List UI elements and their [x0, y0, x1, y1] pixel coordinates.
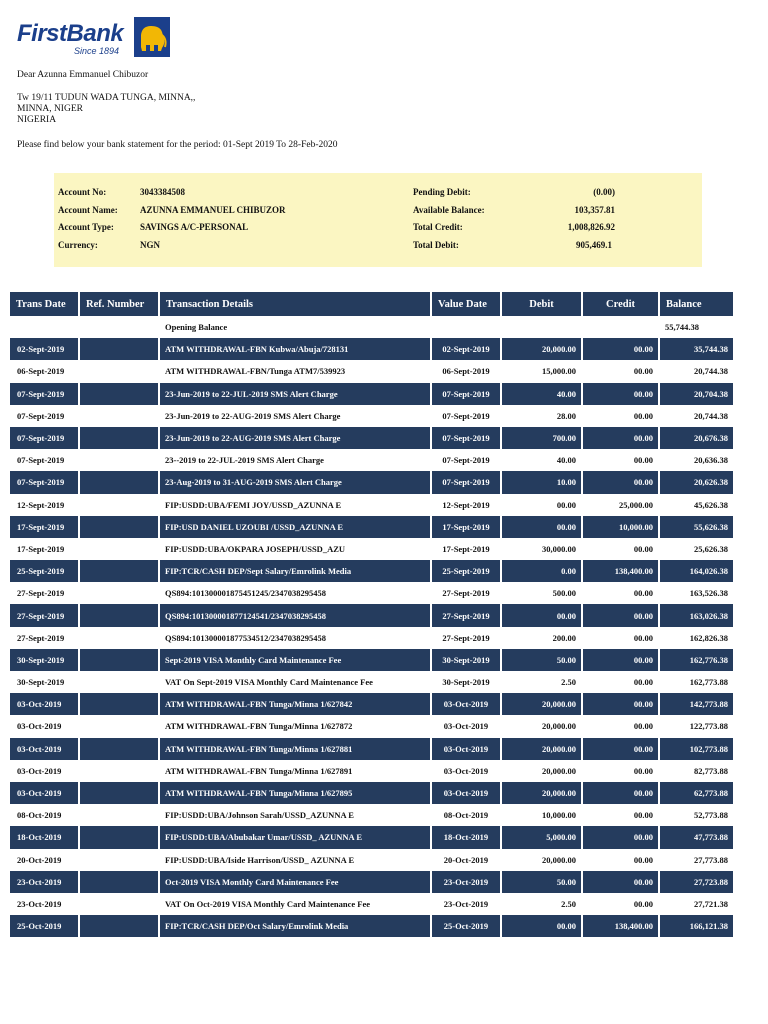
- cell-debit: 50.00: [501, 871, 582, 893]
- cell-value-date: 17-Sept-2019: [431, 516, 501, 538]
- cell-details: VAT On Sept-2019 VISA Monthly Card Maintenance Fee: [159, 671, 431, 693]
- col-ref-number: Ref. Number: [79, 292, 159, 316]
- cell-debit: 00.00: [501, 516, 582, 538]
- cell-date: 30-Sept-2019: [10, 671, 79, 693]
- cell-debit: 20,000.00: [501, 715, 582, 737]
- cell-ref: [79, 715, 159, 737]
- cell-ref: [79, 627, 159, 649]
- currency: NGN: [140, 240, 160, 250]
- cell-balance: 102,773.88: [659, 738, 733, 760]
- cell-value-date: 27-Sept-2019: [431, 627, 501, 649]
- table-row: [10, 671, 733, 693]
- table-row: [10, 560, 733, 582]
- account-type: SAVINGS A/C-PERSONAL: [140, 222, 249, 232]
- cell-ref: [79, 383, 159, 405]
- cell-ref: [79, 826, 159, 848]
- cell-value-date: 07-Sept-2019: [431, 471, 501, 493]
- cell-credit: 00.00: [582, 782, 659, 804]
- transactions-table: [10, 292, 733, 937]
- cell-balance: 142,773.88: [659, 693, 733, 715]
- table-row: [10, 849, 733, 871]
- table-row: [10, 871, 733, 893]
- cell-balance: 55,744.38: [659, 316, 733, 338]
- cell-details: ATM WITHDRAWAL-FBN Tunga/Minna 1/627891: [159, 760, 431, 782]
- elephant-logo-icon: [134, 17, 170, 57]
- cell-debit: 2.50: [501, 671, 582, 693]
- pending-debit: (0.00): [593, 187, 615, 197]
- cell-date: 03-Oct-2019: [10, 738, 79, 760]
- cell-debit: 20,000.00: [501, 338, 582, 360]
- table-row: [10, 383, 733, 405]
- cell-credit: 00.00: [582, 760, 659, 782]
- table-row: [10, 405, 733, 427]
- total-credit-label: Total Credit:: [413, 222, 463, 232]
- cell-debit: 20,000.00: [501, 693, 582, 715]
- cell-details: FIP:USDD:UBA/OKPARA JOSEPH/USSD_AZU: [159, 538, 431, 560]
- cell-date: 03-Oct-2019: [10, 715, 79, 737]
- cell-ref: [79, 849, 159, 871]
- cell-details: 23-Jun-2019 to 22-AUG-2019 SMS Alert Charge: [159, 427, 431, 449]
- cell-balance: 47,773.88: [659, 826, 733, 848]
- cell-date: 30-Sept-2019: [10, 649, 79, 671]
- table-row: [10, 538, 733, 560]
- cell-value-date: 20-Oct-2019: [431, 849, 501, 871]
- opening-balance-row: [10, 316, 733, 338]
- cell-value-date: 30-Sept-2019: [431, 671, 501, 693]
- cell-details: FIP:USDD:UBA/FEMI JOY/USSD_AZUNNA E: [159, 494, 431, 516]
- table-row: [10, 915, 733, 937]
- cell-value-date: 03-Oct-2019: [431, 715, 501, 737]
- cell-debit: 500.00: [501, 582, 582, 604]
- cell-balance: 25,626.38: [659, 538, 733, 560]
- cell-debit: 40.00: [501, 449, 582, 471]
- table-row: [10, 494, 733, 516]
- cell-value-date: 07-Sept-2019: [431, 449, 501, 471]
- cell-ref: [79, 494, 159, 516]
- cell-balance: 55,626.38: [659, 516, 733, 538]
- cell-ref: [79, 671, 159, 693]
- cell-details: QS894:101300001877124541/2347038295458: [159, 604, 431, 626]
- col-credit: Credit: [582, 292, 659, 316]
- cell-value-date: 17-Sept-2019: [431, 538, 501, 560]
- cell-details: 23-Jun-2019 to 22-JUL-2019 SMS Alert Charge: [159, 383, 431, 405]
- cell-value-date: 12-Sept-2019: [431, 494, 501, 516]
- cell-ref: [79, 338, 159, 360]
- cell-value-date: 27-Sept-2019: [431, 582, 501, 604]
- statement-intro: Please find below your bank statement for the period: 01-Sept 2019 To 28-Feb-2020: [17, 140, 338, 150]
- cell-value-date: 07-Sept-2019: [431, 405, 501, 427]
- cell-credit: 00.00: [582, 471, 659, 493]
- cell-details: ATM WITHDRAWAL-FBN/Tunga ATM7/539923: [159, 360, 431, 382]
- cell-details: QS894:101300001877534512/2347038295458: [159, 627, 431, 649]
- available-balance-label: Available Balance:: [413, 205, 485, 215]
- cell-value-date: 03-Oct-2019: [431, 693, 501, 715]
- cell-details: ATM WITHDRAWAL-FBN Tunga/Minna 1/627895: [159, 782, 431, 804]
- cell-value-date: 03-Oct-2019: [431, 782, 501, 804]
- pending-debit-label: Pending Debit:: [413, 187, 471, 197]
- cell-value-date: 23-Oct-2019: [431, 893, 501, 915]
- cell-debit: 00.00: [501, 604, 582, 626]
- account-name: AZUNNA EMMANUEL CHIBUZOR: [140, 205, 286, 215]
- cell-date: 20-Oct-2019: [10, 849, 79, 871]
- cell-date: 03-Oct-2019: [10, 760, 79, 782]
- total-credit: 1,008,826.92: [567, 222, 615, 232]
- cell-details: 23-Jun-2019 to 22-AUG-2019 SMS Alert Charge: [159, 405, 431, 427]
- bank-since: Since 1894: [74, 46, 120, 56]
- cell-date: 25-Oct-2019: [10, 915, 79, 937]
- total-debit-label: Total Debit:: [413, 240, 459, 250]
- cell-date: 23-Oct-2019: [10, 893, 79, 915]
- address-line: NIGERIA: [17, 115, 57, 125]
- table-row: [10, 338, 733, 360]
- cell-balance: 20,676.38: [659, 427, 733, 449]
- cell-credit: 00.00: [582, 449, 659, 471]
- table-row: [10, 449, 733, 471]
- cell-credit: 00.00: [582, 649, 659, 671]
- cell-ref: [79, 871, 159, 893]
- table-row: [10, 893, 733, 915]
- cell-date: 27-Sept-2019: [10, 604, 79, 626]
- cell-balance: 162,773.88: [659, 671, 733, 693]
- cell-ref: [79, 560, 159, 582]
- cell-date: [10, 316, 79, 338]
- cell-credit: 25,000.00: [582, 494, 659, 516]
- cell-debit: 30,000.00: [501, 538, 582, 560]
- cell-ref: [79, 516, 159, 538]
- cell-ref: [79, 760, 159, 782]
- cell-balance: 20,704.38: [659, 383, 733, 405]
- table-row: [10, 516, 733, 538]
- total-debit: 905,469.1: [576, 240, 612, 250]
- cell-balance: 20,744.38: [659, 405, 733, 427]
- col-value-date: Value Date: [431, 292, 501, 316]
- table-row: [10, 649, 733, 671]
- cell-value-date: 03-Oct-2019: [431, 760, 501, 782]
- cell-balance: 45,626.38: [659, 494, 733, 516]
- cell-details: FIP:USDD:UBA/Abubakar Umar/USSD_ AZUNNA E: [159, 826, 431, 848]
- cell-date: 12-Sept-2019: [10, 494, 79, 516]
- cell-debit: 00.00: [501, 494, 582, 516]
- currency-label: Currency:: [58, 240, 98, 250]
- account-type-label: Account Type:: [58, 222, 114, 232]
- col-debit: Debit: [501, 292, 582, 316]
- cell-debit: 0.00: [501, 560, 582, 582]
- cell-balance: 20,636.38: [659, 449, 733, 471]
- cell-details: FIP:USDD:UBA/Iside Harrison/USSD_ AZUNNA E: [159, 849, 431, 871]
- cell-value-date: 23-Oct-2019: [431, 871, 501, 893]
- table-row: [10, 804, 733, 826]
- cell-balance: 166,121.38: [659, 915, 733, 937]
- cell-value-date: 25-Sept-2019: [431, 560, 501, 582]
- cell-details: 23-Aug-2019 to 31-AUG-2019 SMS Alert Charge: [159, 471, 431, 493]
- cell-credit: 00.00: [582, 338, 659, 360]
- cell-details: Sept-2019 VISA Monthly Card Maintenance Fee: [159, 649, 431, 671]
- cell-date: 07-Sept-2019: [10, 405, 79, 427]
- cell-balance: 162,826.38: [659, 627, 733, 649]
- cell-balance: 20,744.38: [659, 360, 733, 382]
- address: [17, 93, 195, 126]
- cell-details: QS894:101300001875451245/2347038295458: [159, 582, 431, 604]
- cell-credit: 00.00: [582, 804, 659, 826]
- cell-ref: [79, 538, 159, 560]
- cell-credit: 00.00: [582, 582, 659, 604]
- table-row: [10, 760, 733, 782]
- cell-credit: 00.00: [582, 360, 659, 382]
- cell-debit: 20,000.00: [501, 849, 582, 871]
- col-balance: Balance: [659, 292, 733, 316]
- cell-date: 25-Sept-2019: [10, 560, 79, 582]
- cell-balance: 162,776.38: [659, 649, 733, 671]
- cell-credit: 138,400.00: [582, 915, 659, 937]
- cell-date: 07-Sept-2019: [10, 427, 79, 449]
- cell-ref: [79, 471, 159, 493]
- cell-ref: [79, 582, 159, 604]
- account-summary: [54, 173, 702, 267]
- cell-balance: 163,526.38: [659, 582, 733, 604]
- cell-balance: 35,744.38: [659, 338, 733, 360]
- address-line: Tw 19/11 TUDUN WADA TUNGA, MINNA,,: [17, 93, 196, 103]
- cell-value-date: 06-Sept-2019: [431, 360, 501, 382]
- cell-date: 07-Sept-2019: [10, 383, 79, 405]
- cell-date: 03-Oct-2019: [10, 693, 79, 715]
- cell-debit: 20,000.00: [501, 760, 582, 782]
- table-row: [10, 471, 733, 493]
- cell-debit: 700.00: [501, 427, 582, 449]
- cell-date: 23-Oct-2019: [10, 871, 79, 893]
- cell-details: ATM WITHDRAWAL-FBN Kubwa/Abuja/728131: [159, 338, 431, 360]
- cell-value-date: 30-Sept-2019: [431, 649, 501, 671]
- cell-details: FIP:TCR/CASH DEP/Sept Salary/Emrolink Media: [159, 560, 431, 582]
- cell-credit: 00.00: [582, 849, 659, 871]
- cell-details: FIP:USDD:UBA/Johnson Sarah/USSD_AZUNNA E: [159, 804, 431, 826]
- cell-credit: 00.00: [582, 871, 659, 893]
- cell-date: 17-Sept-2019: [10, 516, 79, 538]
- table-row: [10, 604, 733, 626]
- cell-debit: 50.00: [501, 649, 582, 671]
- cell-date: 27-Sept-2019: [10, 582, 79, 604]
- cell-balance: 20,626.38: [659, 471, 733, 493]
- firstbank-logo: [17, 16, 167, 60]
- cell-credit: 00.00: [582, 826, 659, 848]
- cell-debit: 20,000.00: [501, 782, 582, 804]
- col-transaction-details: Transaction Details: [159, 292, 431, 316]
- cell-balance: 82,773.88: [659, 760, 733, 782]
- cell-date: 03-Oct-2019: [10, 782, 79, 804]
- cell-ref: [79, 604, 159, 626]
- cell-value-date: 25-Oct-2019: [431, 915, 501, 937]
- cell-date: 17-Sept-2019: [10, 538, 79, 560]
- cell-balance: 52,773.88: [659, 804, 733, 826]
- cell-date: 18-Oct-2019: [10, 826, 79, 848]
- cell-balance: 62,773.88: [659, 782, 733, 804]
- cell-ref: [79, 427, 159, 449]
- table-row: [10, 715, 733, 737]
- cell-debit: 10,000.00: [501, 804, 582, 826]
- cell-value-date: 03-Oct-2019: [431, 738, 501, 760]
- cell-ref: [79, 449, 159, 471]
- cell-value-date: 02-Sept-2019: [431, 338, 501, 360]
- cell-credit: [582, 316, 659, 338]
- cell-credit: 00.00: [582, 738, 659, 760]
- table-row: [10, 427, 733, 449]
- table-row: [10, 360, 733, 382]
- cell-ref: [79, 316, 159, 338]
- cell-ref: [79, 693, 159, 715]
- greeting: Dear Azunna Emmanuel Chibuzor: [17, 70, 149, 80]
- cell-details: ATM WITHDRAWAL-FBN Tunga/Minna 1/627872: [159, 715, 431, 737]
- cell-balance: 27,721.38: [659, 893, 733, 915]
- cell-credit: 138,400.00: [582, 560, 659, 582]
- cell-balance: 164,026.38: [659, 560, 733, 582]
- cell-credit: 00.00: [582, 427, 659, 449]
- cell-credit: 00.00: [582, 405, 659, 427]
- cell-credit: 00.00: [582, 604, 659, 626]
- account-no-label: Account No:: [58, 187, 107, 197]
- cell-debit: 00.00: [501, 915, 582, 937]
- cell-ref: [79, 915, 159, 937]
- cell-credit: 00.00: [582, 693, 659, 715]
- cell-credit: 00.00: [582, 538, 659, 560]
- cell-details: Oct-2019 VISA Monthly Card Maintenance Fee: [159, 871, 431, 893]
- cell-details: Opening Balance: [159, 316, 431, 338]
- cell-date: 08-Oct-2019: [10, 804, 79, 826]
- table-row: [10, 782, 733, 804]
- table-row: [10, 627, 733, 649]
- col-trans-date: Trans Date: [10, 292, 79, 316]
- cell-details: ATM WITHDRAWAL-FBN Tunga/Minna 1/627881: [159, 738, 431, 760]
- cell-balance: 122,773.88: [659, 715, 733, 737]
- cell-value-date: 27-Sept-2019: [431, 604, 501, 626]
- cell-ref: [79, 360, 159, 382]
- cell-balance: 163,026.38: [659, 604, 733, 626]
- cell-credit: 00.00: [582, 383, 659, 405]
- cell-debit: 28.00: [501, 405, 582, 427]
- account-name-label: Account Name:: [58, 205, 118, 215]
- address-line: MINNA, NIGER: [17, 104, 83, 114]
- bank-name: FirstBank: [17, 20, 124, 47]
- cell-debit: 15,000.00: [501, 360, 582, 382]
- cell-debit: [501, 316, 582, 338]
- cell-credit: 00.00: [582, 671, 659, 693]
- table-header: [10, 292, 733, 316]
- cell-details: VAT On Oct-2019 VISA Monthly Card Maintenance Fee: [159, 893, 431, 915]
- cell-credit: 00.00: [582, 715, 659, 737]
- cell-debit: 200.00: [501, 627, 582, 649]
- cell-value-date: [431, 316, 501, 338]
- cell-date: 07-Sept-2019: [10, 449, 79, 471]
- available-balance: 103,357.81: [574, 205, 615, 215]
- cell-credit: 10,000.00: [582, 516, 659, 538]
- cell-ref: [79, 405, 159, 427]
- table-row: [10, 582, 733, 604]
- cell-ref: [79, 782, 159, 804]
- account-no: 3043384508: [140, 187, 185, 197]
- cell-credit: 00.00: [582, 627, 659, 649]
- cell-value-date: 07-Sept-2019: [431, 383, 501, 405]
- cell-date: 27-Sept-2019: [10, 627, 79, 649]
- cell-value-date: 07-Sept-2019: [431, 427, 501, 449]
- cell-value-date: 18-Oct-2019: [431, 826, 501, 848]
- cell-details: 23--2019 to 22-JUL-2019 SMS Alert Charge: [159, 449, 431, 471]
- cell-details: ATM WITHDRAWAL-FBN Tunga/Minna 1/627842: [159, 693, 431, 715]
- cell-balance: 27,723.88: [659, 871, 733, 893]
- cell-ref: [79, 649, 159, 671]
- table-row: [10, 826, 733, 848]
- table-row: [10, 693, 733, 715]
- cell-date: 02-Sept-2019: [10, 338, 79, 360]
- cell-debit: 5,000.00: [501, 826, 582, 848]
- cell-credit: 00.00: [582, 893, 659, 915]
- cell-debit: 10.00: [501, 471, 582, 493]
- cell-details: FIP:TCR/CASH DEP/Oct Salary/Emrolink Media: [159, 915, 431, 937]
- cell-value-date: 08-Oct-2019: [431, 804, 501, 826]
- cell-ref: [79, 893, 159, 915]
- cell-debit: 20,000.00: [501, 738, 582, 760]
- cell-debit: 2.50: [501, 893, 582, 915]
- cell-date: 06-Sept-2019: [10, 360, 79, 382]
- table-row: [10, 738, 733, 760]
- cell-ref: [79, 738, 159, 760]
- cell-debit: 40.00: [501, 383, 582, 405]
- cell-date: 07-Sept-2019: [10, 471, 79, 493]
- cell-ref: [79, 804, 159, 826]
- cell-details: FIP:USD DANIEL UZOUBI /USSD_AZUNNA E: [159, 516, 431, 538]
- cell-balance: 27,773.88: [659, 849, 733, 871]
